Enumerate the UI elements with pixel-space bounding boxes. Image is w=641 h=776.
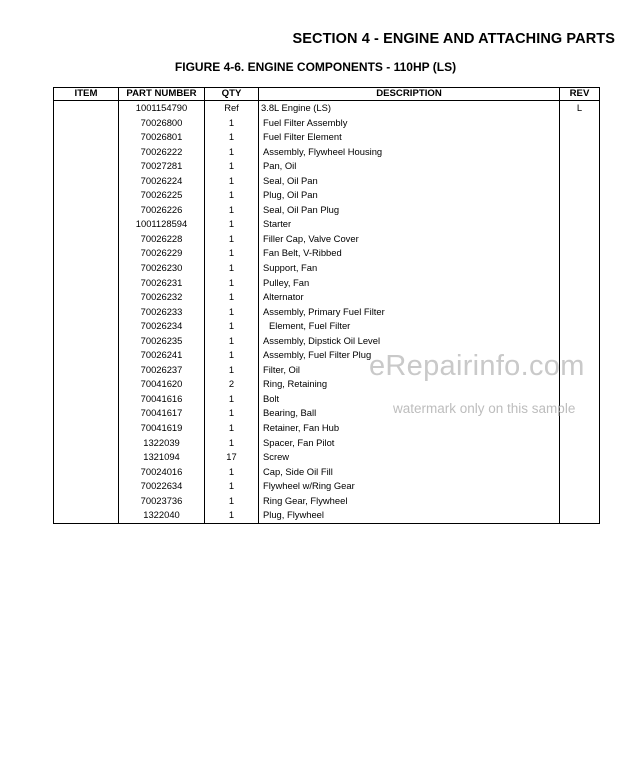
cell-qty: 1 (205, 130, 259, 145)
cell-rev (560, 305, 600, 320)
cell-item (54, 188, 119, 203)
table-row (54, 508, 600, 523)
parts-table (53, 87, 600, 524)
cell-item (54, 421, 119, 436)
cell-item (54, 232, 119, 247)
cell-rev (560, 232, 600, 247)
cell-item (54, 494, 119, 509)
cell-description: Fuel Filter Element (259, 130, 560, 145)
cell-qty: 1 (205, 188, 259, 203)
cell-item (54, 159, 119, 174)
cell-part-number: 70026235 (119, 334, 205, 349)
cell-part-number: 70026228 (119, 232, 205, 247)
cell-qty: 1 (205, 159, 259, 174)
cell-part-number: 70026233 (119, 305, 205, 320)
cell-item (54, 116, 119, 131)
cell-item (54, 436, 119, 451)
cell-qty: 1 (205, 348, 259, 363)
cell-item (54, 508, 119, 523)
column-header-qty: QTY (205, 88, 259, 101)
cell-qty: 1 (205, 421, 259, 436)
cell-description: Ring, Retaining (259, 377, 560, 392)
table-row (54, 246, 600, 261)
table-row (54, 203, 600, 218)
table-row (54, 334, 600, 349)
cell-item (54, 334, 119, 349)
cell-description: Flywheel w/Ring Gear (259, 479, 560, 494)
cell-description: Plug, Oil Pan (259, 188, 560, 203)
watermark-text: eRepairinfo.com (369, 350, 585, 382)
cell-item (54, 203, 119, 218)
cell-qty: 1 (205, 392, 259, 407)
column-header-rev: REV (560, 88, 600, 101)
figure-title-text: FIGURE 4-6. ENGINE COMPONENTS - 110HP (LS) (174, 60, 457, 74)
cell-part-number: 70026222 (119, 145, 205, 160)
cell-qty: 1 (205, 174, 259, 189)
cell-item (54, 276, 119, 291)
cell-rev (560, 508, 600, 523)
table-row (54, 276, 600, 291)
cell-item (54, 130, 119, 145)
cell-rev (560, 159, 600, 174)
figure-title (0, 60, 641, 74)
cell-rev (560, 276, 600, 291)
table-row (54, 101, 600, 116)
cell-qty: 1 (205, 116, 259, 131)
cell-qty: Ref (205, 101, 259, 116)
section-title: SECTION 4 - ENGINE AND ATTACHING PARTS (292, 31, 615, 47)
cell-qty: 2 (205, 377, 259, 392)
cell-part-number: 70041619 (119, 421, 205, 436)
cell-description: Retainer, Fan Hub (259, 421, 560, 436)
cell-item (54, 145, 119, 160)
cell-item (54, 217, 119, 232)
cell-qty: 1 (205, 290, 259, 305)
table-row (54, 116, 600, 131)
cell-part-number: 70026229 (119, 246, 205, 261)
cell-part-number: 70022634 (119, 479, 205, 494)
cell-description: Filter, Oil (259, 363, 560, 378)
cell-item (54, 377, 119, 392)
table-row (54, 479, 600, 494)
cell-description: Bolt (259, 392, 560, 407)
cell-rev (560, 116, 600, 131)
cell-description: Fan Belt, V-Ribbed (259, 246, 560, 261)
cell-part-number: 1322039 (119, 436, 205, 451)
cell-part-number: 1322040 (119, 508, 205, 523)
cell-item (54, 290, 119, 305)
cell-rev (560, 479, 600, 494)
cell-part-number: 70026241 (119, 348, 205, 363)
cell-part-number: 1321094 (119, 450, 205, 465)
cell-description: Ring Gear, Flywheel (259, 494, 560, 509)
table-row (54, 421, 600, 436)
cell-qty: 1 (205, 217, 259, 232)
cell-description: Support, Fan (259, 261, 560, 276)
cell-qty: 1 (205, 232, 259, 247)
cell-qty: 1 (205, 305, 259, 320)
table-row (54, 217, 600, 232)
cell-qty: 1 (205, 319, 259, 334)
cell-description: Screw (259, 450, 560, 465)
cell-description: Bearing, Ball (259, 406, 560, 421)
cell-part-number: 70041617 (119, 406, 205, 421)
cell-item (54, 363, 119, 378)
cell-part-number: 70026224 (119, 174, 205, 189)
cell-part-number: 70026231 (119, 276, 205, 291)
cell-qty: 1 (205, 479, 259, 494)
table-row (54, 188, 600, 203)
cell-description: Starter (259, 217, 560, 232)
column-header-item: ITEM (54, 88, 119, 101)
cell-description: Spacer, Fan Pilot (259, 436, 560, 451)
cell-qty: 1 (205, 436, 259, 451)
cell-description: Assembly, Flywheel Housing (259, 145, 560, 160)
table-row (54, 465, 600, 480)
cell-qty: 1 (205, 261, 259, 276)
cell-description: Pan, Oil (259, 159, 560, 174)
cell-rev (560, 290, 600, 305)
table-row (54, 436, 600, 451)
cell-part-number: 70026237 (119, 363, 205, 378)
cell-qty: 1 (205, 246, 259, 261)
cell-item (54, 479, 119, 494)
cell-item (54, 406, 119, 421)
table-header-row (54, 88, 600, 101)
cell-rev (560, 203, 600, 218)
table-row (54, 290, 600, 305)
cell-rev (560, 246, 600, 261)
table-row (54, 494, 600, 509)
cell-part-number: 70024016 (119, 465, 205, 480)
cell-qty: 1 (205, 494, 259, 509)
cell-rev (560, 436, 600, 451)
cell-description: Seal, Oil Pan (259, 174, 560, 189)
cell-item (54, 174, 119, 189)
table-row (54, 319, 600, 334)
cell-description: Plug, Flywheel (259, 508, 560, 523)
cell-description: Cap, Side Oil Fill (259, 465, 560, 480)
table-row (54, 450, 600, 465)
cell-part-number: 70026225 (119, 188, 205, 203)
cell-item (54, 246, 119, 261)
cell-rev (560, 130, 600, 145)
cell-item (54, 319, 119, 334)
cell-description: Element, Fuel Filter (259, 319, 560, 334)
cell-description: Filler Cap, Valve Cover (259, 232, 560, 247)
cell-part-number: 70026226 (119, 203, 205, 218)
column-header-part-number: PART NUMBER (119, 88, 205, 101)
cell-description: Alternator (259, 290, 560, 305)
cell-description: Fuel Filter Assembly (259, 116, 560, 131)
cell-rev: L (560, 101, 600, 116)
cell-rev (560, 421, 600, 436)
cell-part-number: 70023736 (119, 494, 205, 509)
cell-part-number: 70027281 (119, 159, 205, 174)
table-row (54, 305, 600, 320)
cell-part-number: 1001128594 (119, 217, 205, 232)
cell-part-number: 70041620 (119, 377, 205, 392)
cell-description: Assembly, Dipstick Oil Level (259, 334, 560, 349)
cell-qty: 1 (205, 508, 259, 523)
cell-qty: 1 (205, 203, 259, 218)
cell-part-number: 70026230 (119, 261, 205, 276)
table-row (54, 130, 600, 145)
cell-item (54, 392, 119, 407)
cell-item (54, 450, 119, 465)
cell-description: 3.8L Engine (LS) (259, 101, 560, 116)
cell-description: Assembly, Fuel Filter Plug (259, 348, 560, 363)
cell-rev (560, 188, 600, 203)
cell-item (54, 465, 119, 480)
cell-qty: 1 (205, 406, 259, 421)
cell-item (54, 101, 119, 116)
cell-part-number: 70026800 (119, 116, 205, 131)
cell-qty: 1 (205, 363, 259, 378)
table-row (54, 145, 600, 160)
cell-qty: 1 (205, 334, 259, 349)
table-row (54, 174, 600, 189)
cell-part-number: 70026801 (119, 130, 205, 145)
cell-rev (560, 174, 600, 189)
table-row (54, 261, 600, 276)
cell-rev (560, 145, 600, 160)
cell-rev (560, 334, 600, 349)
cell-rev (560, 465, 600, 480)
table-row (54, 232, 600, 247)
cell-rev (560, 319, 600, 334)
cell-part-number: 1001154790 (119, 101, 205, 116)
cell-description: Seal, Oil Pan Plug (259, 203, 560, 218)
cell-qty: 1 (205, 276, 259, 291)
cell-part-number: 70026234 (119, 319, 205, 334)
parts-table-body (54, 101, 600, 524)
cell-rev (560, 217, 600, 232)
cell-part-number: 70041616 (119, 392, 205, 407)
cell-rev (560, 494, 600, 509)
cell-description: Assembly, Primary Fuel Filter (259, 305, 560, 320)
cell-qty: 1 (205, 145, 259, 160)
cell-part-number: 70026232 (119, 290, 205, 305)
cell-qty: 1 (205, 465, 259, 480)
column-header-description: DESCRIPTION (259, 88, 560, 101)
cell-rev (560, 450, 600, 465)
watermark-subtext: watermark only on this sample (393, 401, 576, 416)
cell-description: Pulley, Fan (259, 276, 560, 291)
cell-item (54, 261, 119, 276)
cell-item (54, 305, 119, 320)
cell-qty: 17 (205, 450, 259, 465)
table-row (54, 159, 600, 174)
cell-rev (560, 261, 600, 276)
cell-item (54, 348, 119, 363)
